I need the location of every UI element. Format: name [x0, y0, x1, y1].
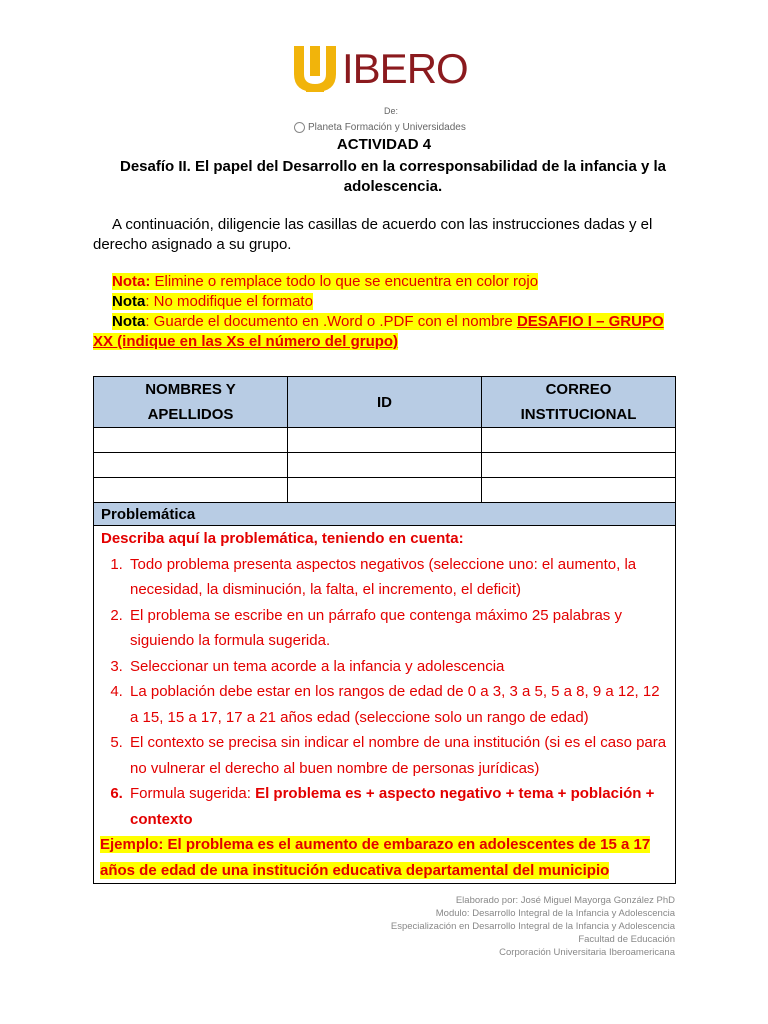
table-row	[94, 453, 676, 478]
col-header-nombres: NOMBRES Y APELLIDOS	[94, 377, 288, 428]
problematica-content-row	[94, 526, 676, 884]
example-text: Ejemplo: El problema es el aumento de embarazo en adolescentes de 15 a 17 años de edad de una institución educativa departamental del municipio	[100, 836, 651, 879]
cell-nombres-input[interactable]	[94, 478, 288, 503]
cell-correo-input[interactable]	[482, 453, 676, 478]
footer-line: Elaborado por: José Miguel Mayorga González PhD	[455, 895, 675, 906]
group-table	[93, 376, 676, 884]
col-header-id: ID	[288, 377, 482, 428]
instruction-item: 3. Seleccionar un tema acorde a la infancia y adolescencia	[127, 654, 669, 680]
col-header-correo: CORREO INSTITUCIONAL	[482, 377, 676, 428]
instruction-list	[100, 552, 669, 833]
table-header-row	[94, 377, 676, 428]
intro-paragraph: A continuación, diligencie las casillas de acuerdo con las instrucciones dadas y el derecho asignado a su grupo.	[93, 216, 653, 253]
cell-id-input[interactable]	[288, 428, 482, 453]
describe-instruction: Describa aquí la problemática, teniendo en cuenta:	[101, 530, 464, 547]
cell-nombres-input[interactable]	[94, 453, 288, 478]
note-label: Nota:	[112, 273, 151, 290]
cell-correo-input[interactable]	[482, 428, 676, 453]
note-text: Elimine o remplace todo lo que se encuentra en color rojo	[150, 273, 539, 290]
notes-block	[93, 272, 683, 352]
activity-title: ACTIVIDAD 4	[336, 136, 432, 153]
footer-line: Especialización en Desarrollo Integral de la Infancia y Adolescencia	[390, 921, 675, 932]
footer-line: Facultad de Educación	[578, 934, 675, 945]
instruction-item: 1. Todo problema presenta aspectos negativos (seleccione uno: el aumento, la necesidad, la disminución, la falta, el incremento, el deficit)	[127, 552, 669, 603]
logo-planeta	[294, 122, 466, 133]
ibero-u-emblem-icon	[292, 44, 338, 94]
footer-line: Modulo: Desarrollo Integral de la Infancia y Adolescencia	[435, 908, 675, 919]
cell-id-input[interactable]	[288, 453, 482, 478]
planeta-globe-icon	[294, 122, 305, 133]
note-label: Nota	[112, 313, 146, 330]
instruction-item: 2. El problema se escribe en un párrafo que contenga máximo 25 palabras y siguiendo la formula sugerida.	[127, 603, 669, 654]
formula-text: El problema es + aspecto negativo + tema + población + contexto	[130, 785, 655, 828]
note-3	[93, 312, 683, 352]
table-row	[94, 428, 676, 453]
instruction-item: 4. La población debe estar en los rangos de edad de 0 a 3, 3 a 5, 5 a 8, 9 a 12, 12 a 15, 15 a 17, 17 a 21 años edad (seleccione solo un rango de edad)	[127, 679, 669, 730]
note-1	[93, 272, 683, 292]
cell-nombres-input[interactable]	[94, 428, 288, 453]
ibero-logo	[292, 44, 482, 134]
formula-label: Formula sugerida:	[130, 785, 256, 802]
footer-line: Corporación Universitaria Iberoamericana	[499, 947, 675, 958]
problematica-header-row	[94, 503, 676, 526]
instruction-item: 5. El contexto se precisa sin indicar el nombre de una institución (si es el caso para no vulnerar el derecho al buen nombre de personas jurídicas)	[127, 730, 669, 781]
cell-correo-input[interactable]	[482, 478, 676, 503]
table-row	[94, 478, 676, 503]
note-2	[93, 292, 683, 312]
note-text: : No modifique el formato	[145, 293, 313, 310]
problematica-content[interactable]	[94, 526, 676, 884]
page-footer	[391, 894, 675, 959]
logo-de-label: De:	[384, 106, 399, 116]
note-text: : Guarde el documento en .Word o .PDF con el nombre	[145, 313, 517, 330]
logo-planeta-text: Planeta Formación y Universidades	[308, 122, 466, 133]
instruction-item-formula	[127, 781, 669, 832]
file-name-instruction: DESAFIO I – GRUPO XX (indique en las Xs el número del grupo)	[93, 313, 664, 350]
cell-id-input[interactable]	[288, 478, 482, 503]
note-label: Nota	[112, 293, 146, 310]
problematica-title: Problemática	[94, 503, 676, 526]
logo-wordmark: IBERO	[342, 45, 468, 92]
challenge-subtitle: Desafío II. El papel del Desarrollo en la corresponsabilidad de la infancia y la adolescencia.	[119, 158, 666, 195]
